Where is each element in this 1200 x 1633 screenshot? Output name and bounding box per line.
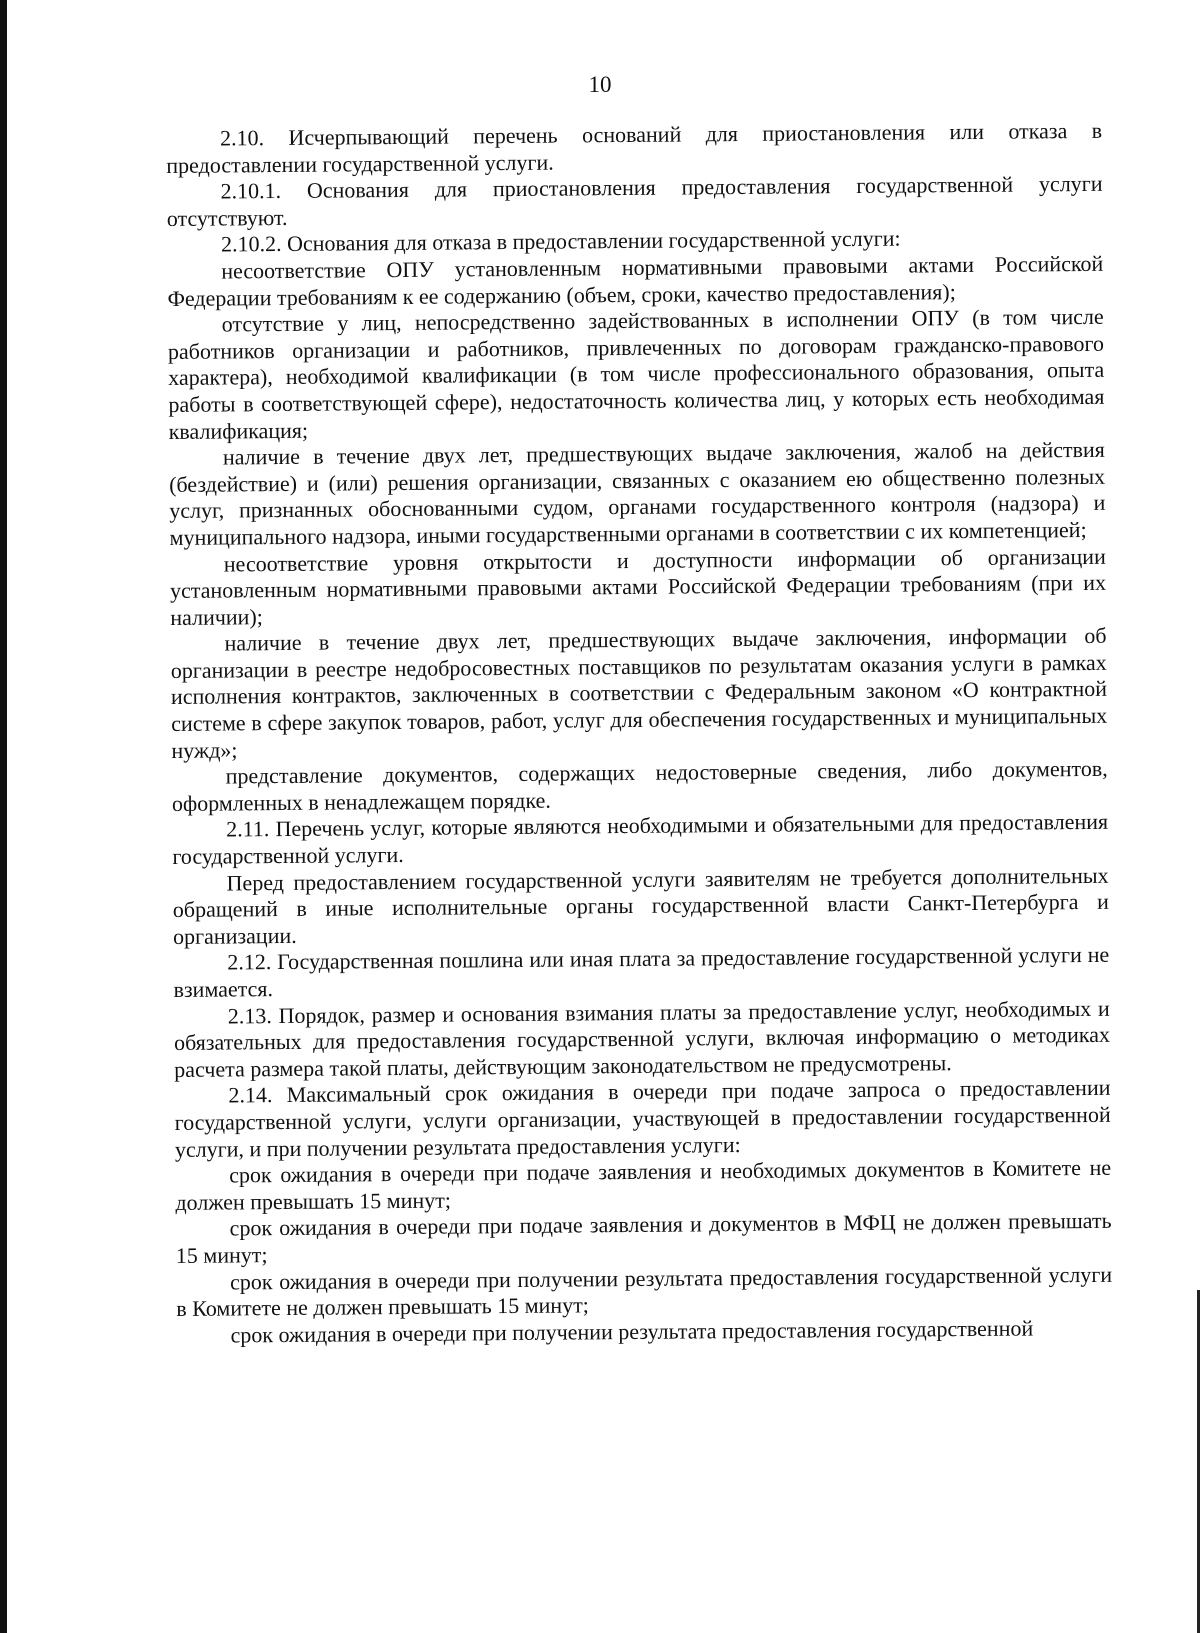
paragraph-2-11: 2.11. Перечень услуг, которые являются необходимыми и обязательными для предоставления государственной услуги. <box>172 809 1109 870</box>
paragraph-2-11-text: Перед предоставлением государственной услуги заявителям не требуется дополнительных обращений в иные исполнительные органы государственной власти Санкт-Петербурга и организации. <box>172 862 1109 949</box>
refusal-ground-complaints: наличие в течение двух лет, предшествующих выдаче заключения, жалоб на действия (бездействие) и (или) решения организации, связанных с оказанием ею общественно полезных услуг, признанных обоснованными судом, органами государственного контроля (надзора) и муниципального надзора, иными государственными органами в соответствии с их компетенцией; <box>169 436 1106 550</box>
paragraph-2-10: 2.10. Исчерпывающий перечень оснований для приостановления или отказа в предоставлении государственной услуги. <box>166 117 1103 178</box>
refusal-ground-unfair-suppliers: наличие в течение двух лет, предшествующих выдаче заключения, информации об организации в реестре недобросовестных поставщиков по результатам оказания услуги в рамках исполнения контрактов, заключенных в соответствии с Федеральным законом «О контрактной системе в сфере закупок товаров, работ, услуг для обеспечения государственных и муниципальных нужд»; <box>170 623 1108 763</box>
refusal-ground-qualification: отсутствие у лиц, непосредственно задействованных в исполнении ОПУ (в том числе работников организации и работников, привлеченных по договорам гражданско-правового характера), необходимой квалификации (в том числе профессионального образования, опыта работы в соответствующей сфере), недостаточность количества лиц, у которых есть необходимая квалификация; <box>167 303 1105 444</box>
paragraph-2-10-1: 2.10.1. Основания для приостановления предоставления государственной услуги отсутствуют. <box>166 171 1103 231</box>
paragraph-2-13: 2.13. Порядок, размер и основания взимания платы за предоставление услуг, необходимых и обязательных для предоставления государственной услуги, включая информацию о методиках расчета размера такой платы, действующим законодательством не предусмотрены. <box>173 995 1111 1082</box>
scan-left-edge <box>0 0 7 1633</box>
page-number: 10 <box>588 72 612 97</box>
waiting-time-committee-submission: срок ожидания в очереди при подаче заявления и необходимых документов в Комитете не должен превышать 15 минут; <box>175 1154 1112 1215</box>
paragraph-2-12: 2.12. Государственная пошлина или иная плата за предоставление государственной услуги не взимается. <box>173 942 1110 1002</box>
document-body <box>166 118 1113 1349</box>
paragraph-2-14: 2.14. Максимальный срок ожидания в очереди при подаче запроса о предоставлении государственной услуги, услуги организации, участвующей в предоставлении государственной услуги, и при получении результата предоставления услуги: <box>174 1075 1111 1162</box>
waiting-time-result-continued: срок ожидания в очереди при получении результата предоставления государственной <box>230 1315 1034 1348</box>
refusal-ground-false-documents: представление документов, содержащих недостоверные сведения, либо документов, оформленных в ненадлежащем порядке. <box>171 756 1108 816</box>
refusal-ground-nonconformity: несоответствие ОПУ установленным нормативными правовыми актами Российской Федерации требованиям к ее содержанию (объем, сроки, качество предоставления); <box>167 250 1104 311</box>
waiting-time-committee-result: срок ожидания в очереди при получении результата предоставления государственной услуги в Комитете не должен превышать 15 минут; <box>176 1261 1113 1322</box>
waiting-time-mfc-submission: срок ожидания в очереди при подаче заявления и документов в МФЦ не должен превышать 15 минут; <box>175 1208 1112 1268</box>
paragraph-2-10-2: 2.10.2. Основания для отказа в предоставлении государственной услуги: <box>220 225 901 257</box>
refusal-ground-information-openness: несоответствие уровня открытости и доступности информации об организации установленным нормативными правовыми актами Российской Федерации требованиям (при их наличии); <box>169 543 1107 630</box>
